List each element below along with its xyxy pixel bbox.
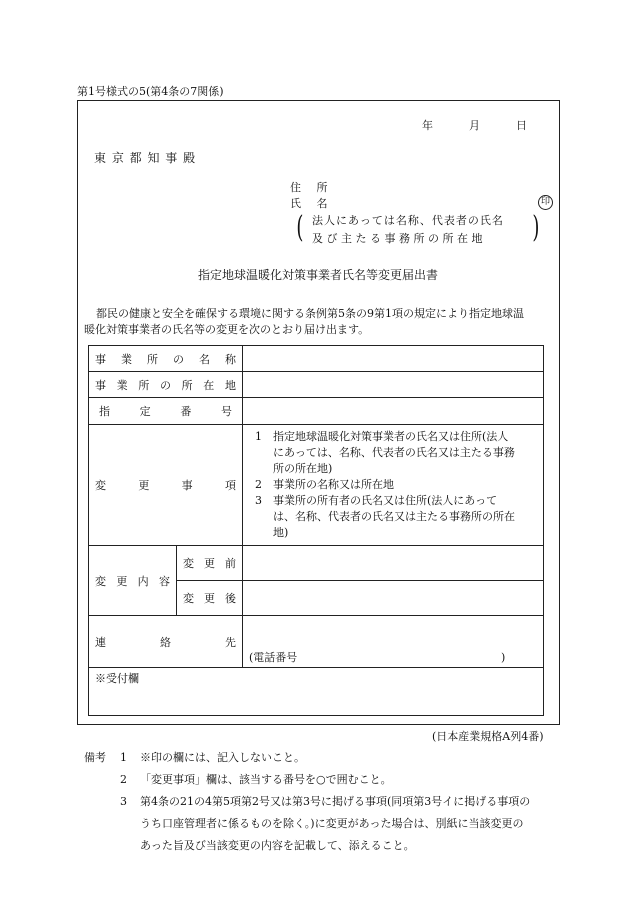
change-item-line: 所の所在地) bbox=[273, 462, 333, 475]
address-label: 住 所 bbox=[290, 181, 334, 194]
office-name-char: 業 bbox=[121, 352, 132, 366]
office-address-char: 事 bbox=[95, 378, 106, 392]
note-text bbox=[140, 747, 305, 769]
date-day: 日 bbox=[516, 119, 527, 132]
label-after bbox=[177, 581, 243, 616]
corporate-note bbox=[296, 210, 542, 250]
field-before[interactable] bbox=[243, 546, 544, 581]
form-number: 第1号様式の5(第4条の7関係) bbox=[77, 85, 224, 98]
office-address-char: 在 bbox=[203, 378, 215, 392]
change-item-text bbox=[273, 477, 394, 493]
notes-label: 備考 bbox=[84, 751, 106, 764]
change-item bbox=[255, 429, 535, 477]
note-line: 「変更事項」欄は、該当する番号を○で囲むこと。 bbox=[140, 773, 392, 786]
intro-line-1: 都民の健康と安全を確保する環境に関する条例第5条の9第1項の規定により指定地球温 bbox=[96, 307, 524, 320]
note-text bbox=[140, 791, 530, 857]
phone-open: (電話番号 bbox=[249, 651, 298, 664]
label-change-items bbox=[89, 425, 243, 546]
field-reception bbox=[89, 668, 544, 716]
left-paren: ( bbox=[296, 210, 304, 245]
row-office-address bbox=[89, 372, 544, 398]
addressee: 東 京 都 知 事 殿 bbox=[94, 151, 197, 165]
field-change-items[interactable] bbox=[243, 425, 544, 546]
row-designation-number bbox=[89, 398, 544, 425]
label-before bbox=[177, 546, 243, 581]
office-address-char: の bbox=[159, 378, 171, 392]
note-item bbox=[120, 791, 560, 857]
office-name-char: 事 bbox=[95, 352, 106, 366]
notes-list bbox=[120, 747, 560, 857]
note-line: あった旨及び当該変更の内容を記載して、添えること。 bbox=[140, 839, 415, 852]
change-content-label-char: 変 bbox=[95, 574, 106, 588]
office-address-char: 地 bbox=[224, 378, 236, 392]
notification-table bbox=[88, 345, 544, 716]
note-line: 第4条の21の4第5項第2号又は第3号に掲げる事項(同項第3号イに掲げる事項の bbox=[140, 795, 531, 808]
change-item-text bbox=[273, 429, 515, 477]
change-item-text bbox=[273, 493, 515, 541]
seal-label: 印 bbox=[540, 197, 550, 207]
designation-no-char: 号 bbox=[220, 405, 232, 418]
change-item-line: は、名称、代表者の氏名又は主たる事務所の所在 bbox=[273, 510, 515, 523]
note-number: 1 bbox=[120, 751, 127, 764]
contact-label-char: 連 bbox=[95, 635, 106, 649]
reception-label: ※受付欄 bbox=[95, 672, 139, 685]
change-item-line: 事業所の所有者の氏名又は住所(法人にあって bbox=[273, 494, 498, 507]
label-contact bbox=[89, 616, 243, 668]
designation-no-char: 指 bbox=[99, 405, 110, 418]
contact-label-char: 絡 bbox=[160, 635, 171, 649]
after-label-char: 更 bbox=[204, 592, 215, 605]
office-name-char: の bbox=[173, 352, 184, 366]
office-name-char: 所 bbox=[147, 352, 158, 366]
label-designation-number bbox=[89, 398, 243, 425]
change-item bbox=[255, 493, 535, 541]
change-item-number: 3 bbox=[255, 494, 262, 507]
change-item-number: 1 bbox=[255, 430, 262, 443]
right-paren: ) bbox=[532, 210, 540, 245]
before-label-char: 変 bbox=[183, 557, 194, 570]
change-content-label-char: 容 bbox=[158, 574, 170, 588]
corporate-note-line2: 及 び 主 た る 事 務 所 の 所 在 地 bbox=[312, 232, 483, 245]
note-item bbox=[120, 769, 560, 791]
designation-no-char: 番 bbox=[180, 405, 192, 418]
change-content-label-char: 更 bbox=[116, 574, 128, 588]
office-name-char: 称 bbox=[225, 352, 236, 366]
name-label: 氏 名 bbox=[290, 197, 334, 210]
field-after[interactable] bbox=[243, 581, 544, 616]
field-office-name[interactable] bbox=[243, 346, 544, 372]
row-change-before bbox=[89, 546, 544, 581]
office-address-char: 業 bbox=[116, 378, 128, 392]
field-office-address[interactable] bbox=[243, 372, 544, 398]
field-contact[interactable] bbox=[243, 616, 544, 668]
note-number: 2 bbox=[120, 773, 127, 786]
note-text bbox=[140, 769, 392, 791]
row-reception bbox=[89, 668, 544, 716]
paper-size: (日本産業規格A列4番) bbox=[432, 730, 544, 743]
change-item-line: にあっては、名称、代表者の氏名又は主たる事務 bbox=[273, 446, 515, 459]
corporate-note-line1: 法人にあっては名称、代表者の氏名 bbox=[312, 214, 504, 227]
row-office-name bbox=[89, 346, 544, 372]
field-designation-number[interactable] bbox=[243, 398, 544, 425]
note-line: ※印の欄には、記入しないこと。 bbox=[140, 751, 305, 764]
change-item-number: 2 bbox=[255, 478, 262, 491]
before-label-char: 前 bbox=[225, 557, 236, 570]
before-label-char: 更 bbox=[204, 557, 215, 570]
label-office-name bbox=[89, 346, 243, 372]
note-item bbox=[120, 747, 560, 769]
office-address-char: 所 bbox=[138, 378, 150, 392]
after-label-char: 変 bbox=[183, 592, 194, 605]
change-items-label-char: 項 bbox=[224, 479, 236, 492]
office-name-char: 名 bbox=[199, 352, 210, 366]
note-line: うち口座管理者に係るものを除く。)に変更があった場合は、別紙に当該変更の bbox=[140, 817, 524, 830]
date-year: 年 bbox=[422, 119, 433, 132]
designation-no-char: 定 bbox=[139, 405, 151, 418]
change-item-line: 指定地球温暖化対策事業者の氏名又は住所(法人 bbox=[273, 430, 509, 443]
date-month: 月 bbox=[469, 119, 480, 132]
row-change-items bbox=[89, 425, 544, 546]
document-title: 指定地球温暖化対策事業者氏名等変更届出書 bbox=[198, 268, 439, 282]
change-items-label-char: 事 bbox=[181, 479, 193, 492]
change-content-label-char: 内 bbox=[137, 574, 149, 588]
after-label-char: 後 bbox=[225, 592, 236, 605]
label-office-address bbox=[89, 372, 243, 398]
change-items-label-char: 変 bbox=[95, 479, 106, 492]
change-item-line: 地) bbox=[273, 526, 289, 539]
change-item bbox=[255, 477, 535, 493]
contact-label-char: 先 bbox=[225, 635, 236, 649]
intro-line-2: 暖化対策事業者の氏名等の変更を次のとおり届け出ます。 bbox=[84, 323, 370, 336]
office-address-char: 所 bbox=[181, 378, 193, 392]
change-item-line: 事業所の名称又は所在地 bbox=[273, 478, 394, 491]
row-contact bbox=[89, 616, 544, 668]
label-change-content bbox=[89, 546, 177, 616]
note-number: 3 bbox=[120, 795, 127, 808]
change-items-label-char: 更 bbox=[138, 479, 150, 492]
seal-mark bbox=[538, 195, 553, 210]
phone-close: ) bbox=[501, 651, 506, 664]
